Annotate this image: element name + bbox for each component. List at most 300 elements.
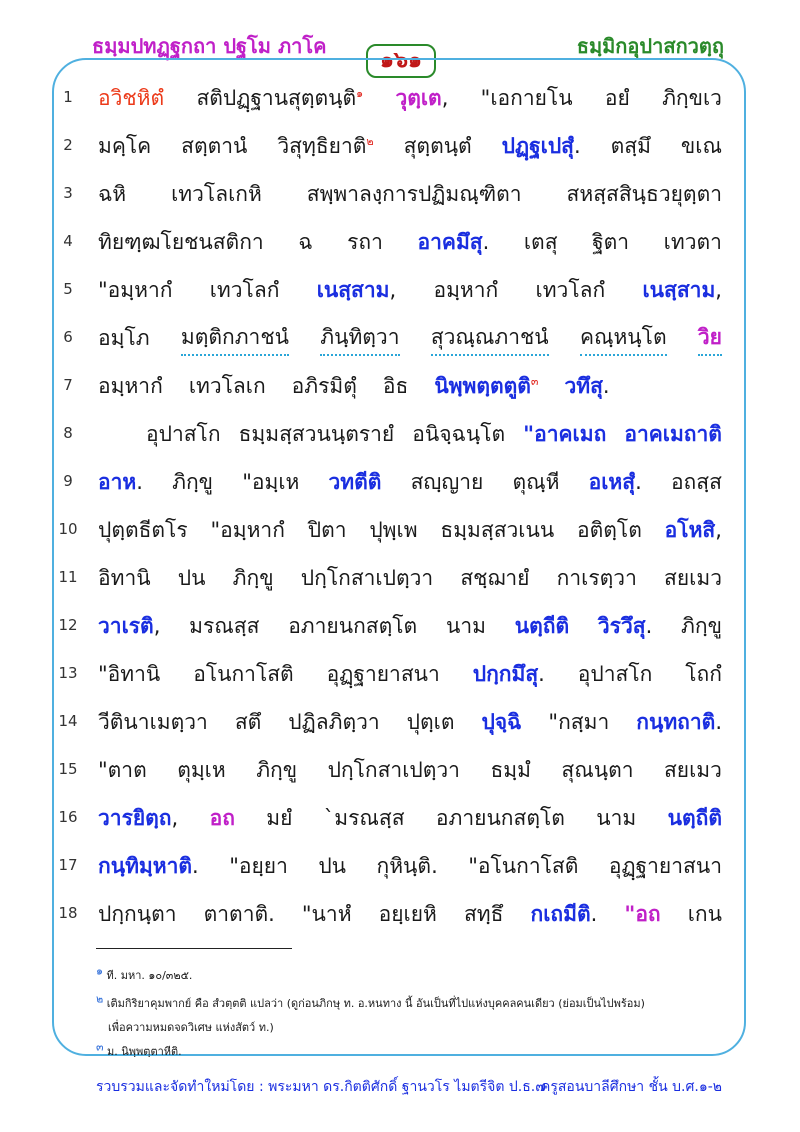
word — [524, 226, 558, 259]
word — [698, 321, 722, 356]
word-text: อติตฺโต — [577, 517, 642, 542]
text-line — [146, 412, 722, 456]
word-text: ปิตา — [307, 517, 347, 542]
word-text: ธมฺมสฺสวเนน — [440, 517, 555, 542]
punctuation: . — [635, 469, 642, 494]
word-text: อุฏฺฐายาสนา — [326, 661, 440, 686]
word — [288, 706, 379, 739]
footnote-3 — [96, 1042, 182, 1060]
word — [446, 610, 486, 643]
word — [98, 898, 177, 931]
word-text: ภิกฺขู — [232, 565, 274, 590]
word — [490, 754, 531, 787]
word — [318, 850, 346, 883]
header-book-title: ธมฺมปทฏฺฐกถา ปฐโม ภาโค — [92, 34, 327, 58]
word-text: ปน — [177, 565, 206, 590]
word — [611, 130, 651, 163]
word-text: นาม — [596, 805, 637, 830]
word-text: อเหสุํ — [588, 469, 636, 494]
word — [605, 82, 630, 115]
word-text: สุตฺตนฺตํ — [403, 133, 472, 158]
word-text: สติปฏฺฐานสุตฺตนฺติ — [196, 85, 357, 110]
word — [292, 370, 357, 403]
word — [98, 370, 163, 403]
word-text: อิธ — [382, 373, 409, 398]
word-text: อุฏฺฐายาสนา — [608, 853, 722, 878]
word-text: วิสุทฺธิยาติ — [277, 133, 367, 158]
word — [178, 562, 206, 595]
line-number: 4 — [63, 232, 73, 250]
word — [395, 82, 448, 115]
word — [327, 658, 440, 691]
word-text: เกน — [687, 901, 722, 926]
word — [98, 754, 147, 787]
word-text: ปน — [318, 853, 347, 878]
word — [681, 130, 722, 163]
punctuation: . — [574, 133, 581, 158]
word-text: อมฺโภ — [98, 325, 150, 350]
page-number-badge: ๑๖๑ — [366, 44, 436, 78]
word-text: นตฺถีติ — [667, 805, 722, 830]
word-text: อมฺหากํ — [433, 277, 499, 302]
word-text: "อมฺหากํ — [210, 517, 285, 542]
line-number: 6 — [63, 328, 73, 346]
word — [302, 898, 352, 931]
word-text: ปกฺโกสาเปตฺวา — [300, 565, 434, 590]
footnote-2-text: เติมกิริยาคุมพากย์ คือ สํวตฺตติ แปลว่า (ดูก่อนภิกษุ ท. อ.หนทาง นี้ อันเป็นที่ไปแห่งบุคคลคนเดียว (ย่อมเป็นไปพร้อม) — [106, 997, 645, 1010]
word-text: กาเรตฺวา — [556, 565, 637, 590]
word — [98, 274, 172, 307]
word — [377, 850, 438, 883]
word — [531, 898, 598, 931]
text-line — [98, 844, 722, 888]
word — [561, 754, 633, 787]
word-text: มรณสฺส — [189, 613, 260, 638]
line-number: 15 — [58, 760, 78, 778]
word — [98, 322, 150, 355]
word-text: เทวโลเกหิ — [171, 181, 262, 206]
word — [172, 466, 213, 499]
word — [433, 274, 498, 307]
footnote-1-text: ที. มหา. ๑๐/๓๒๕. — [106, 969, 193, 982]
word — [468, 850, 578, 883]
word — [431, 321, 549, 356]
word-text: รถา — [347, 229, 383, 254]
text-line — [98, 556, 722, 600]
word — [266, 802, 292, 835]
word — [146, 418, 221, 451]
word — [580, 321, 667, 356]
punctuation: . — [431, 853, 438, 878]
word — [436, 802, 565, 835]
punctuation: , — [441, 85, 449, 110]
word-text: โถกํ — [685, 661, 722, 686]
word — [320, 321, 399, 356]
word-text: อภายนกสตฺโต — [435, 805, 565, 830]
word — [548, 706, 609, 739]
text-line — [98, 652, 722, 696]
word-text: ภิกฺขเว — [662, 85, 722, 110]
word-text: สทฺธึ — [463, 901, 504, 926]
word-text: อถ — [209, 805, 235, 830]
word-text: สุวณฺณภาชนํ — [430, 324, 549, 349]
word-text: ปกฺโกสาเปตฺวา — [327, 757, 460, 782]
word — [242, 466, 299, 499]
word — [328, 754, 460, 787]
word-text: "อมฺเห — [242, 469, 300, 494]
word-text: ภินฺทิตฺวา — [320, 324, 400, 349]
footnote-1-mark: ๑ — [96, 964, 103, 978]
word — [98, 850, 199, 883]
text-line — [98, 700, 722, 744]
word-text: ปกฺกนฺตา — [98, 901, 177, 926]
word — [181, 130, 247, 163]
word-text: เทวโลเก — [188, 373, 266, 398]
word-text: สตฺตานํ — [181, 133, 248, 158]
word-text: อโนกาโสติ — [193, 661, 294, 686]
word — [536, 274, 606, 307]
word-text: เทวโลกํ — [209, 277, 280, 302]
punctuation: , — [171, 805, 179, 830]
word — [193, 658, 294, 691]
word-text: วิย — [697, 324, 722, 349]
word — [256, 754, 297, 787]
word-text: "ตาต — [98, 757, 147, 782]
word — [210, 802, 235, 835]
word-text: ปุตฺตธีตโร — [98, 517, 188, 542]
word-text: ตสฺมึ — [610, 133, 651, 158]
word-text: ปุจฺฉิ — [481, 709, 522, 734]
line-number: 11 — [58, 568, 78, 586]
word — [624, 418, 722, 451]
word — [347, 226, 383, 259]
line-number: 14 — [58, 712, 78, 730]
word-text: วทตีติ — [328, 469, 382, 494]
word — [685, 658, 722, 691]
footnote-reference: ๑ — [356, 86, 364, 100]
line-number: 3 — [63, 184, 73, 202]
word-text: วาเรติ — [98, 613, 154, 638]
footer-course: ครูสอนบาลีศึกษา ชั้น บ.ศ.๑-๒ — [540, 1079, 722, 1095]
text-line — [98, 172, 722, 216]
word-text: `มรณสฺส — [323, 805, 405, 830]
punctuation: . — [645, 613, 653, 638]
word-text: สหสฺสสินฺธวยุตฺตา — [566, 181, 722, 206]
word — [307, 178, 522, 211]
text-line — [98, 748, 722, 792]
word-text: ฉ — [298, 229, 313, 254]
word-text: ภิกฺขู — [681, 613, 722, 638]
word-text: อนิจฺฉนฺโต — [412, 421, 506, 446]
word — [557, 562, 637, 595]
word — [523, 418, 606, 451]
word — [665, 514, 722, 547]
footnote-reference: ๓ — [530, 374, 539, 388]
word-text: "อมฺหากํ — [98, 277, 173, 302]
word — [404, 130, 472, 163]
word — [98, 82, 164, 115]
word-text: ทิยฑฺฒโยชนสติกา — [98, 229, 264, 254]
word — [589, 466, 642, 499]
word — [369, 514, 417, 547]
line-number: 18 — [58, 904, 78, 922]
word — [668, 802, 722, 835]
text-line — [98, 604, 722, 648]
word-text: มยํ — [266, 805, 293, 830]
word-text: "อาคเมถ — [523, 421, 607, 446]
word-text: กเถมีติ — [530, 901, 591, 926]
punctuation: . — [590, 901, 598, 926]
word-text: "อโนกาโสติ — [468, 853, 579, 878]
word-text: ธมฺมํ — [490, 757, 531, 782]
word — [298, 226, 312, 259]
text-line — [98, 508, 722, 552]
punctuation: , — [389, 277, 397, 302]
line-number: 10 — [58, 520, 78, 538]
footer-compiler: รวบรวมและจัดทำใหม่โดย : พระมหา ดร.กิตติศักดิ์ ฐานวโร ไมตรีจิต ป.ธ.๗ — [96, 1079, 546, 1095]
word-text: เทวตา — [663, 229, 722, 254]
word-text: ปุตฺเต — [406, 709, 455, 734]
word — [98, 706, 208, 739]
word-text: ฐิตา — [592, 229, 630, 254]
word-text: ขเณ — [680, 133, 722, 158]
word — [688, 898, 722, 931]
word-text: ปฏิลภิตฺวา — [288, 709, 380, 734]
word — [98, 466, 143, 499]
word-text: สยเมว — [664, 565, 722, 590]
word-text: "นาหํ — [301, 901, 352, 926]
word — [411, 466, 484, 499]
word — [515, 610, 569, 643]
header-story-title: ธมฺมิกอุปาสกวตฺถุ — [576, 34, 724, 58]
word-text: นตฺถีติ — [514, 613, 570, 638]
word-text: อโหสิ — [664, 517, 716, 542]
word — [235, 706, 261, 739]
word — [288, 610, 417, 643]
word-text: ปฏฺฐเปสุํ — [501, 133, 574, 158]
word — [308, 514, 347, 547]
word-text: นิพฺพตฺตตูติ — [434, 373, 531, 398]
word — [239, 418, 395, 451]
word-text: อาคเมถาติ — [624, 421, 722, 446]
word — [577, 514, 642, 547]
punctuation: . — [538, 661, 545, 686]
word-text: วีตินาเมตฺวา — [98, 709, 208, 734]
word — [598, 610, 652, 643]
word — [383, 370, 408, 403]
word-text: อภิรมิตุํ — [291, 373, 357, 398]
footnote-2-continued: เพื่อความหมดจดวิเศษ แห่งสัตว์ ท.) — [108, 1021, 274, 1034]
word — [502, 130, 581, 163]
word-text: กนฺทถาติ — [636, 709, 716, 734]
word-text: อมฺหากํ — [98, 373, 163, 398]
word-text: อยํ — [604, 85, 630, 110]
word — [662, 82, 722, 115]
word-text: อภายนกสตฺโต — [288, 613, 418, 638]
word-text: เทวโลกํ — [535, 277, 606, 302]
line-number: 2 — [63, 136, 73, 154]
word — [624, 898, 660, 931]
punctuation: , — [715, 277, 722, 302]
punctuation: . — [192, 853, 199, 878]
word — [210, 514, 284, 547]
word — [578, 658, 653, 691]
word — [464, 898, 503, 931]
line-number: 5 — [63, 280, 73, 298]
word — [98, 802, 178, 835]
footnote-reference: ๒ — [366, 134, 374, 148]
word-text: อุปาสโก — [577, 661, 653, 686]
line-number: 8 — [63, 424, 73, 442]
footnote-1 — [96, 966, 192, 984]
word-text: ฉหิ — [98, 181, 127, 206]
punctuation: . — [136, 469, 143, 494]
word-text: อิทานิ — [98, 565, 151, 590]
word-text: "อิทานิ — [98, 661, 161, 686]
line-number: 7 — [63, 376, 73, 394]
word-text: อาคมึสุ — [417, 229, 483, 254]
word — [664, 754, 722, 787]
word — [177, 754, 226, 787]
word — [189, 370, 266, 403]
text-line — [98, 364, 722, 408]
word-text: วุตฺเต — [395, 85, 442, 110]
word — [277, 130, 373, 163]
word — [98, 658, 160, 691]
word-text: สุณนฺตา — [561, 757, 634, 782]
word — [317, 274, 397, 307]
word — [324, 802, 405, 835]
word-text: ปกฺกมึสุ — [472, 661, 539, 686]
word — [592, 226, 629, 259]
word-text: ตุมฺเห — [177, 757, 226, 782]
word-text: "อถ — [624, 901, 661, 926]
word — [210, 274, 280, 307]
word-text: สชฺฌายํ — [460, 565, 530, 590]
line-number: 9 — [63, 472, 73, 490]
word-text: เตสุ — [523, 229, 558, 254]
punctuation: . — [482, 229, 490, 254]
word-text: ตาตาติ — [203, 901, 269, 926]
word — [596, 802, 636, 835]
footnote-2-mark: ๒ — [96, 992, 104, 1006]
word — [204, 898, 275, 931]
word-text: กุหินฺติ — [376, 853, 432, 878]
word — [98, 226, 264, 259]
word — [379, 898, 437, 931]
word — [564, 370, 609, 403]
word-text: เนสฺสาม — [642, 277, 716, 302]
word-text: "อยฺยา — [229, 853, 288, 878]
text-line — [98, 76, 722, 120]
word-text: "กสฺมา — [548, 709, 610, 734]
punctuation: . — [602, 373, 610, 398]
word — [407, 706, 455, 739]
word — [181, 321, 289, 356]
word — [171, 178, 262, 211]
punctuation: , — [715, 517, 722, 542]
word — [229, 850, 288, 883]
word — [473, 658, 545, 691]
word — [460, 562, 529, 595]
word-text: มคฺโค — [98, 133, 152, 158]
text-line — [98, 796, 722, 840]
text-line — [98, 124, 722, 168]
word — [98, 130, 151, 163]
word — [481, 82, 573, 115]
text-line — [98, 268, 722, 312]
text-line — [98, 460, 722, 504]
text-line — [98, 892, 722, 936]
word — [98, 514, 188, 547]
word-text: สพฺพาลงฺการปฏิมณฺฑิตา — [306, 181, 522, 206]
word-text: สตึ — [234, 709, 262, 734]
word — [329, 466, 382, 499]
word-text: มตฺติกภาชนํ — [180, 324, 289, 349]
word — [664, 562, 722, 595]
word-text: "เอกายโน — [480, 85, 573, 110]
word-text: วารยิตฺถ — [98, 805, 172, 830]
word-text: อยฺเยหิ — [378, 901, 437, 926]
word-text: อวิชหิตํ — [98, 85, 165, 110]
word-text: ภิกฺขู — [172, 469, 214, 494]
word — [642, 274, 722, 307]
word — [98, 178, 126, 211]
line-number: 16 — [58, 808, 78, 826]
word-text: วิรวึสุ — [597, 613, 646, 638]
word — [681, 610, 722, 643]
word — [512, 466, 559, 499]
word — [412, 418, 505, 451]
word — [434, 370, 538, 403]
footnote-2 — [96, 994, 645, 1012]
word — [301, 562, 433, 595]
punctuation: , — [153, 613, 161, 638]
word — [671, 466, 722, 499]
word-text: นาม — [445, 613, 486, 638]
word — [636, 706, 722, 739]
word — [196, 82, 363, 115]
word-text: เนสฺสาม — [316, 277, 390, 302]
word — [664, 226, 722, 259]
line-number: 1 — [63, 88, 73, 106]
word-text: อาห — [98, 469, 137, 494]
word — [98, 610, 160, 643]
punctuation: . — [715, 709, 722, 734]
word — [609, 850, 722, 883]
footnote-3-mark: ๓ — [96, 1040, 104, 1054]
footnote-divider — [96, 948, 292, 949]
word-text: อุปาสโก — [146, 421, 221, 446]
footnote-3-text: ม. นิพฺพตฺตาหีติ. — [107, 1045, 182, 1058]
word — [440, 514, 554, 547]
word — [189, 610, 259, 643]
word-text: ปุพฺเพ — [369, 517, 418, 542]
word — [418, 226, 490, 259]
word — [481, 706, 521, 739]
word-text: สยเมว — [663, 757, 722, 782]
word — [233, 562, 274, 595]
word-text: คณฺหนฺโต — [579, 324, 667, 349]
punctuation: . — [268, 901, 275, 926]
word-text: อถสฺส — [670, 469, 722, 494]
word-text: กนฺทิมฺหาติ — [98, 853, 193, 878]
text-line — [98, 220, 722, 264]
line-number: 12 — [58, 616, 78, 634]
word-text: ตุณฺหี — [512, 469, 560, 494]
line-number: 13 — [58, 664, 78, 682]
word-text: วทึสุ — [564, 373, 603, 398]
